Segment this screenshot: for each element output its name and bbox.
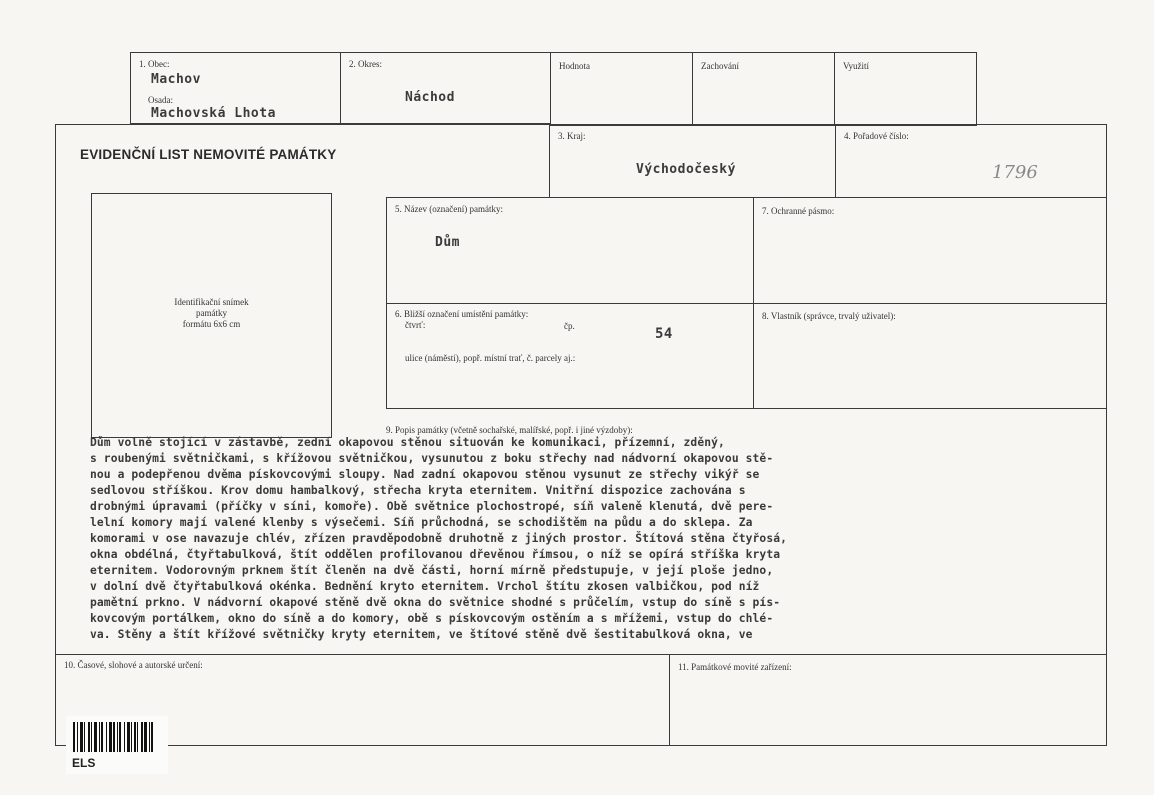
- popis-line: va. Stěny a štít křížové světničky kryty eternitem, ve štítové stěně dvě šestitabulková okna, ve: [90, 628, 753, 641]
- nazev-value: Dům: [435, 235, 460, 250]
- ulice-label: ulice (náměstí), popř. místní trať, č. parcely aj.:: [405, 353, 576, 363]
- popis-line: pamětní prkno. V nádvorní okapové stěně dvě okna do světnice shodné s průčelím, vstup do síně s pís-: [90, 596, 781, 609]
- casove-label: 10. Časové, slohové a autorské určení:: [64, 660, 203, 670]
- form-title: EVIDENČNÍ LIST NEMOVITÉ PAMÁTKY: [80, 147, 337, 162]
- photo-caption-line: Identifikační snímek: [174, 297, 249, 307]
- poradove-value: 1796: [992, 162, 1038, 183]
- kraj-value: Východočeský: [636, 162, 736, 177]
- photo-caption-line: formátu 6x6 cm: [182, 319, 241, 329]
- ochranne-box: [753, 197, 1107, 304]
- popis-line: kovcovým portálkem, okno do síně a do komory, obě s pískovcovým ostěním a s mřížemi, vstup do chlé-: [90, 612, 774, 625]
- ochranne-label: 7. Ochranné pásmo:: [762, 206, 835, 216]
- popis-line: Dům volně stojící v zástavbě, zední okapovou stěnou situován ke komunikaci, přízemní, zděný,: [90, 436, 725, 449]
- zachovani-label: Zachování: [701, 61, 739, 71]
- nazev-label: 5. Název (označení) památky:: [395, 204, 503, 214]
- barcode-icon: [73, 722, 161, 752]
- umisteni-label: 6. Bližší označení umístění památky:: [395, 309, 529, 319]
- okres-label: 2. Okres:: [349, 59, 382, 69]
- popis-line: s roubenými světničkami, s křížovou světničkou, vysunutou z boku střechy nad nádvorní okapovou stě-: [90, 452, 774, 465]
- kraj-box: [549, 124, 836, 198]
- photo-box: [91, 193, 332, 438]
- ctvrt-label: čtvrť:: [405, 320, 426, 330]
- movite-label: 11. Památkové movité zařízení:: [678, 662, 792, 672]
- poradove-label: 4. Pořadové číslo:: [844, 131, 909, 141]
- osada-value: Machovská Lhota: [151, 106, 276, 121]
- cp-label: čp.: [564, 321, 575, 331]
- umisteni-box: [386, 303, 754, 409]
- popis-line: drobnými úpravami (příčky v síni, komoře). Obě světnice plochostropé, síň valeně klenutá, dvě pere-: [90, 500, 774, 513]
- nazev-box: [386, 197, 754, 304]
- vyuziti-label: Využití: [843, 61, 869, 71]
- footer-code: ELS: [72, 756, 96, 770]
- obec-box: [130, 52, 341, 124]
- zachovani-box: [692, 52, 835, 126]
- osada-label: Osada:: [148, 95, 173, 105]
- cp-value: 54: [655, 326, 673, 342]
- popis-line: lelní komory mají valené klenby s výsečemi. Síň průchodná, se schodištěm na půdu a do sklepa. Za: [90, 516, 753, 529]
- popis-line: okna obdélná, čtyřtabulková, štít oddělen profilovanou dřevěnou římsou, o níž se opírá stříška kryta: [90, 548, 781, 561]
- popis-line: nou a podepřenou dvěma pískovcovými sloupy. Nad zadní okapovou stěnou vysunut ze střechy vikýř se: [90, 468, 760, 481]
- obec-label: 1. Obec:: [139, 59, 170, 69]
- hodnota-label: Hodnota: [559, 61, 590, 71]
- popis-text: [90, 436, 1104, 654]
- photo-caption-line: památky: [196, 308, 227, 318]
- popis-line: komorami v ose navazuje chlév, zřízen pravděpodobně druhotně z jiných prostor. Štítová stěna čtyřosá,: [90, 532, 788, 545]
- popis-line: v dolní dvě čtyřtabulková okénka. Bednění kryto eternitem. Vrchol štítu zkosen valbičkou, pod níž: [90, 580, 760, 593]
- poradove-box: [835, 124, 1107, 198]
- popis-label: 9. Popis památky (včetně sochařské, malířské, popř. i jiné výzdoby):: [386, 425, 633, 435]
- obec-value: Machov: [151, 72, 201, 87]
- vlastnik-box: [753, 303, 1107, 409]
- okres-value: Náchod: [405, 90, 455, 105]
- vlastnik-label: 8. Vlastník (správce, trvalý uživatel):: [762, 311, 896, 321]
- popis-line: sedlovou stříškou. Krov domu hambalkový, střecha kryta eternitem. Vnitřní dispozice zachována s: [90, 484, 746, 497]
- kraj-label: 3. Kraj:: [558, 131, 586, 141]
- popis-line: eternitem. Vodorovným prknem štít členěn na dvě části, horní mírně předstupuje, v její ploše jedno,: [90, 564, 774, 577]
- hodnota-box: [550, 52, 693, 126]
- okres-box: [340, 52, 551, 124]
- movite-box: [669, 654, 1107, 746]
- vyuziti-box: [834, 52, 977, 126]
